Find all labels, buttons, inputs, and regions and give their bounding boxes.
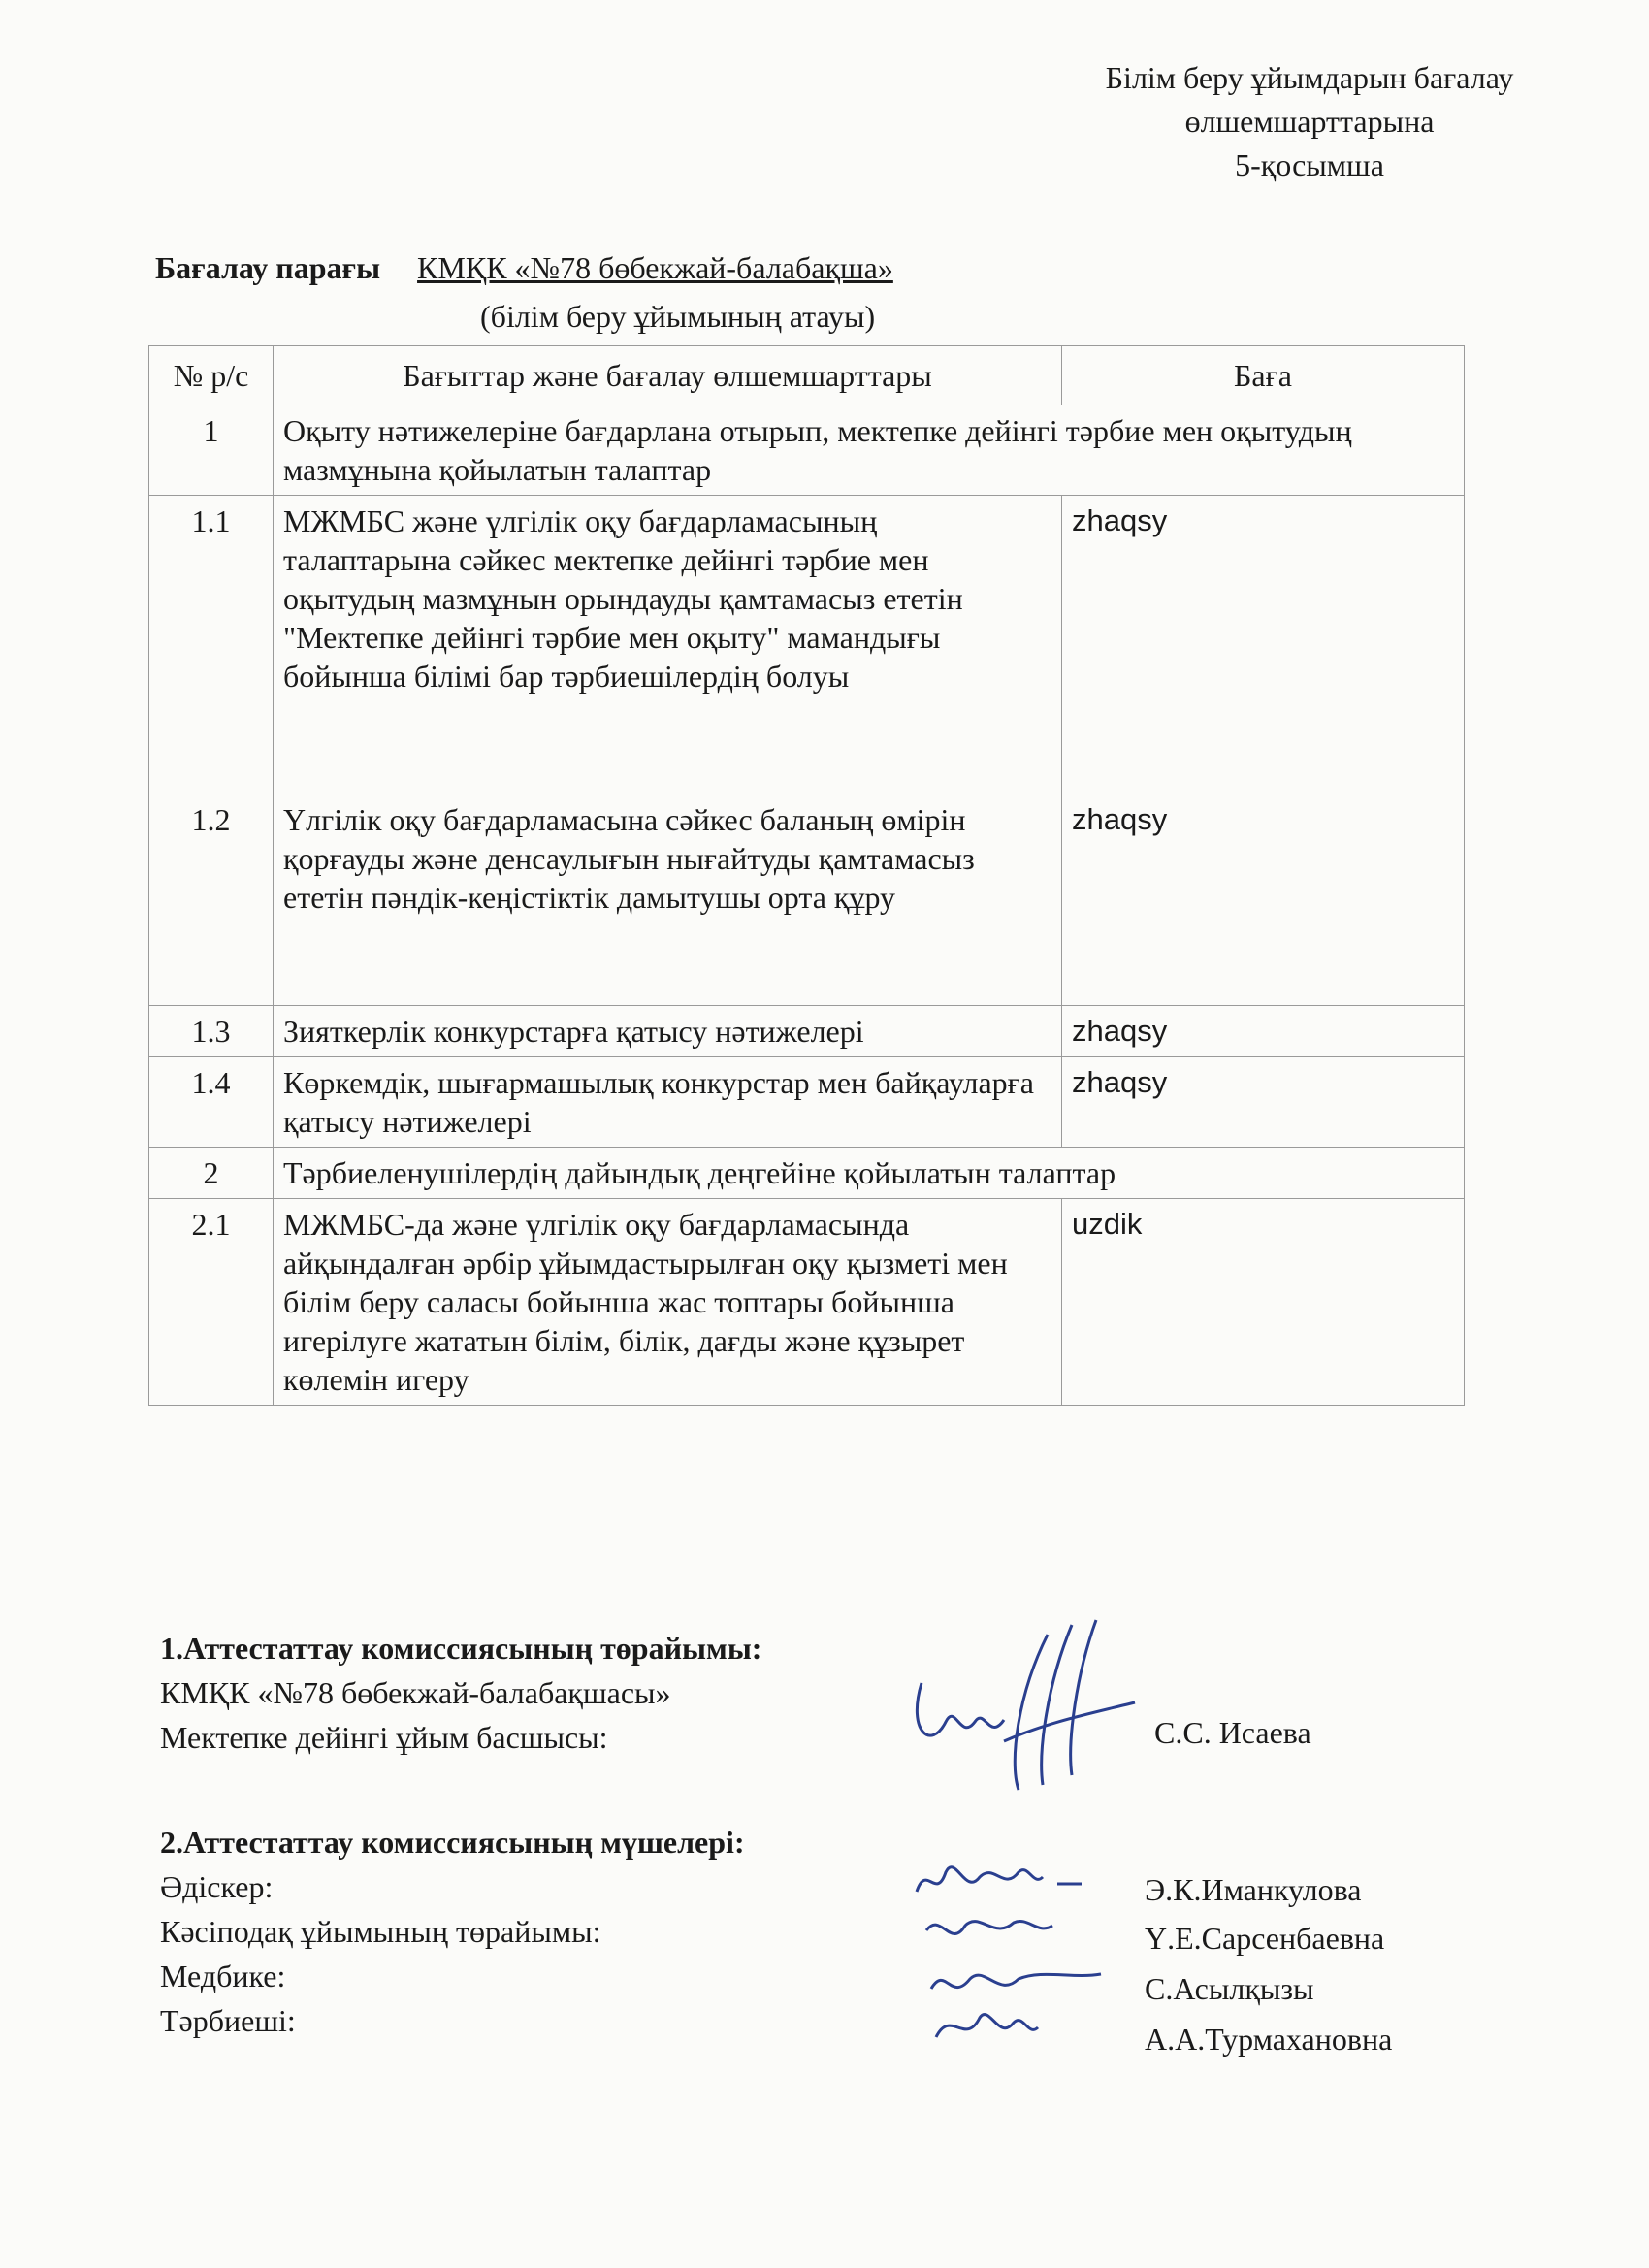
table-row-section xyxy=(149,405,1465,496)
member-name: А.А.Турмахановна xyxy=(1145,2022,1393,2057)
table-row-section xyxy=(149,1148,1465,1199)
row-number: 1.2 xyxy=(149,794,274,1006)
criterion-text: Көркемдік, шығармашылық конкурстар мен байқауларға қатысу нәтижелері xyxy=(274,1057,1062,1148)
criterion-text: Үлгілік оқу бағдарламасына сәйкес баланың өмірін қорғауды және денсаулығын нығайтуды қамтамасыз ететін пәндік-кеңістіктік дамытушы орта құру xyxy=(274,794,1062,1006)
row-number: 1 xyxy=(149,405,274,496)
annex-line-1: Білім беру ұйымдарын бағалау xyxy=(1105,60,1514,95)
table-row xyxy=(149,1057,1465,1148)
table-row xyxy=(149,1199,1465,1406)
member-role: Әдіскер: xyxy=(160,1869,274,1904)
assessment-table xyxy=(148,345,1465,1406)
chair-signature xyxy=(902,1605,1154,1799)
row-number: 1.4 xyxy=(149,1057,274,1148)
member-role: Тәрбиеші: xyxy=(160,2003,296,2038)
table-row xyxy=(149,794,1465,1006)
organization-caption: (білім беру ұйымының атауы) xyxy=(480,299,876,334)
members-heading: 2.Аттестаттау комиссиясының мүшелері: xyxy=(160,1825,745,1860)
grade-value: uzdik xyxy=(1062,1199,1465,1406)
annex-line-3: 5-қосымша xyxy=(1235,147,1384,182)
chair-organization: КМҚК «№78 бөбекжай-балабақшасы» xyxy=(160,1675,671,1710)
chair-name: С.С. Исаева xyxy=(1154,1715,1311,1750)
member-role: Кәсіподақ ұйымының төрайымы: xyxy=(160,1914,601,1949)
member-name: Э.К.Иманкулова xyxy=(1145,1872,1362,1907)
header-grade: Баға xyxy=(1062,346,1465,405)
members-block xyxy=(160,1820,745,2043)
annex-note xyxy=(1057,56,1562,187)
member-role: Медбике: xyxy=(160,1959,286,1993)
member-name: С.Асылқызы xyxy=(1145,1971,1314,2006)
organization-name: КМҚК «№78 бөбекжай-балабақша» xyxy=(417,250,893,285)
grade-value: zhaqsy xyxy=(1062,794,1465,1006)
chair-heading: 1.Аттестаттау комиссиясының төрайымы: xyxy=(160,1631,762,1666)
section-title: Оқыту нәтижелеріне бағдарлана отырып, мектепке дейінгі тәрбие мен оқытудың мазмұнына қойылатын талаптар xyxy=(274,405,1465,496)
table-row xyxy=(149,496,1465,794)
row-number: 2 xyxy=(149,1148,274,1199)
grade-value: zhaqsy xyxy=(1062,1057,1465,1148)
grade-value: zhaqsy xyxy=(1062,496,1465,794)
member-name: Ү.Е.Сарсенбаевна xyxy=(1145,1921,1385,1956)
chair-block xyxy=(160,1626,761,1760)
row-number: 1.1 xyxy=(149,496,274,794)
table-header-row xyxy=(149,346,1465,405)
row-number: 1.3 xyxy=(149,1006,274,1057)
section-title: Тәрбиеленушілердің дайындық деңгейіне қойылатын талаптар xyxy=(274,1148,1465,1199)
criterion-text: МЖМБС және үлгілік оқу бағдарламасының талаптарына сәйкес мектепке дейінгі тәрбие мен оқытудың мазмұнын орындауды қамтамасыз ететін "Мектепке дейінгі тәрбие мен оқыту" мамандығы бойынша білімі бар тәрбиешілердің болуы xyxy=(274,496,1062,794)
sheet-label: Бағалау парағы xyxy=(155,250,381,285)
row-number: 2.1 xyxy=(149,1199,274,1406)
members-signatures xyxy=(907,1843,1140,2057)
table-row xyxy=(149,1006,1465,1057)
criterion-text: Зияткерлік конкурстарға қатысу нәтижелері xyxy=(274,1006,1062,1057)
criterion-text: МЖМБС-да және үлгілік оқу бағдарламасында айқындалған әрбір ұйымдастырылған оқу қызметі мен білім беру саласы бойынша жас топтары бойынша игерілуге жататын білім, білік, дағды және құзырет көлемін игеру xyxy=(274,1199,1062,1406)
header-number: № р/с xyxy=(149,346,274,405)
grade-value: zhaqsy xyxy=(1062,1006,1465,1057)
annex-line-2: өлшемшарттарына xyxy=(1184,104,1435,139)
sheet-title xyxy=(155,250,893,286)
chair-role: Мектепке дейінгі ұйым басшысы: xyxy=(160,1720,608,1755)
header-criteria: Бағыттар және бағалау өлшемшарттары xyxy=(274,346,1062,405)
